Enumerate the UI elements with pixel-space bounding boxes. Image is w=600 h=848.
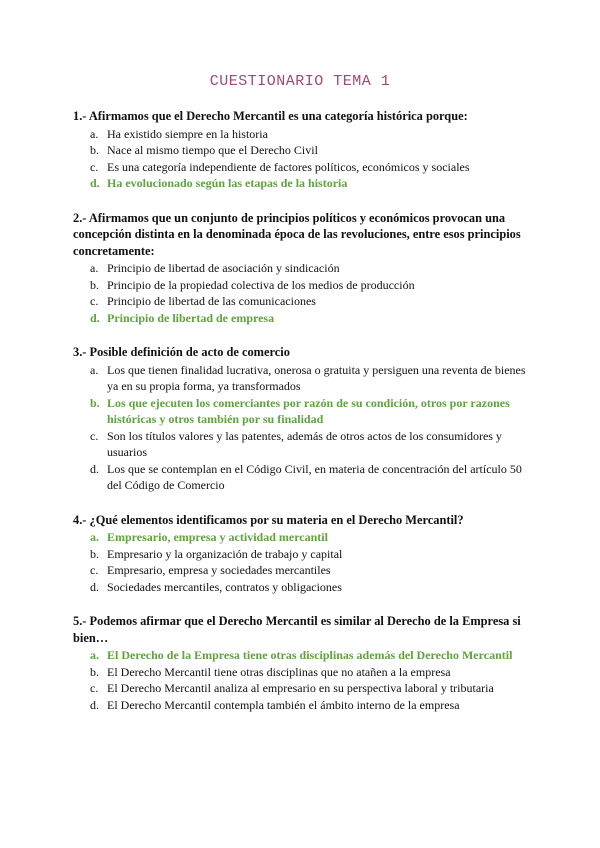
- answer-option-correct: [73, 529, 533, 546]
- answer-option: [73, 664, 533, 681]
- option-letter: c.: [90, 159, 99, 174]
- option-letter: a.: [90, 126, 99, 141]
- option-letter: b.: [90, 143, 99, 157]
- answer-option: [73, 159, 533, 176]
- option-letter: c.: [90, 428, 99, 443]
- page-title: CUESTIONARIO TEMA 1: [209, 73, 391, 90]
- question-2: [73, 210, 533, 327]
- option-letter: c.: [90, 294, 99, 308]
- answer-option: [73, 428, 533, 461]
- option-letter: b.: [90, 277, 99, 292]
- option-text: Principio de libertad de las comunicaciones: [107, 294, 316, 308]
- option-text: Los que tienen finalidad lucrativa, onerosa o gratuita y persiguen una reventa de bienes ya en su propia forma, ya transformados: [107, 362, 526, 393]
- option-letter: c.: [90, 563, 99, 577]
- answer-option-correct: [73, 310, 533, 327]
- option-letter: d.: [90, 310, 100, 325]
- option-text: Son los títulos valores y las patentes, además de otros actos de los consumidores y usuarios: [107, 428, 502, 459]
- questionnaire: [73, 108, 533, 731]
- answer-option: [73, 126, 533, 143]
- option-letter: d.: [90, 461, 99, 476]
- question-5: [73, 613, 533, 713]
- answer-option: [73, 680, 533, 697]
- option-letter: b.: [90, 664, 99, 679]
- option-letter: a.: [90, 362, 99, 377]
- answer-options: [73, 647, 533, 713]
- question-3: [73, 344, 533, 494]
- option-text: Principio de libertad de asociación y sindicación: [107, 261, 340, 275]
- option-letter: b.: [90, 395, 100, 410]
- answer-options: [73, 362, 533, 494]
- question-1: [73, 108, 533, 192]
- option-text: Los que se contemplan en el Código Civil, en materia de concentración del artículo 50 del Código de Comercio: [107, 461, 522, 492]
- option-text: Es una categoría independiente de factores políticos, económicos y sociales: [107, 159, 470, 174]
- option-text: Principio de la propiedad colectiva de los medios de producción: [107, 277, 415, 292]
- option-letter: d.: [90, 579, 99, 594]
- answer-options: [73, 126, 533, 192]
- question-text: 1.- Afirmamos que el Derecho Mercantil es una categoría histórica porque:: [73, 109, 468, 123]
- answer-option: [73, 260, 533, 277]
- question-text: 5.- Podemos afirmar que el Derecho Mercantil es similar al Derecho de la Empresa si bien…: [73, 614, 521, 645]
- option-text: Empresario, empresa y actividad mercantil: [107, 530, 328, 544]
- option-text: El Derecho Mercantil contempla también el ámbito interno de la empresa: [107, 697, 460, 712]
- option-text: Sociedades mercantiles, contratos y obligaciones: [107, 579, 342, 594]
- answer-option-correct: [73, 175, 533, 192]
- answer-option: [73, 461, 533, 494]
- question-text: 2.- Afirmamos que un conjunto de principios políticos y económicos provocan una concepción distinta en la denominada época de las revoluciones, entre esos principios concretamente:: [73, 210, 521, 258]
- option-letter: a.: [90, 648, 99, 662]
- option-text: Ha existido siempre en la historia: [107, 126, 268, 141]
- option-text: El Derecho de la Empresa tiene otras disciplinas además del Derecho Mercantil: [107, 648, 513, 662]
- answer-option: [73, 277, 533, 294]
- option-text: Los que ejecuten los comerciantes por razón de su condición, otros por razones históricas y otros también por su finalidad: [107, 395, 510, 426]
- answer-option: [73, 546, 533, 563]
- answer-option: [73, 142, 533, 159]
- option-letter: d.: [90, 697, 99, 712]
- option-letter: b.: [90, 546, 99, 561]
- answer-option: [73, 362, 533, 395]
- answer-option: [73, 697, 533, 714]
- question-text: 3.- Posible definición de acto de comercio: [73, 345, 290, 359]
- answer-option: [73, 293, 533, 310]
- option-text: El Derecho Mercantil tiene otras disciplinas que no atañen a la empresa: [107, 664, 451, 679]
- answer-option: [73, 562, 533, 579]
- answer-option-correct: [73, 395, 533, 428]
- answer-option-correct: [73, 647, 533, 664]
- option-letter: d.: [90, 176, 100, 190]
- option-text: El Derecho Mercantil analiza al empresario en su perspectiva laboral y tributaria: [107, 681, 494, 695]
- option-letter: c.: [90, 681, 99, 695]
- option-text: Nace al mismo tiempo que el Derecho Civil: [107, 143, 318, 157]
- option-text: Ha evolucionado según las etapas de la historia: [107, 176, 348, 190]
- option-letter: a.: [90, 530, 99, 544]
- option-letter: a.: [90, 261, 99, 275]
- answer-option: [73, 579, 533, 596]
- answer-options: [73, 260, 533, 326]
- question-4: [73, 512, 533, 596]
- option-text: Principio de libertad de empresa: [107, 310, 275, 325]
- option-text: Empresario y la organización de trabajo y capital: [107, 546, 343, 561]
- question-text: 4.- ¿Qué elementos identificamos por su materia en el Derecho Mercantil?: [73, 512, 464, 527]
- answer-options: [73, 529, 533, 595]
- option-text: Empresario, empresa y sociedades mercantiles: [107, 563, 331, 577]
